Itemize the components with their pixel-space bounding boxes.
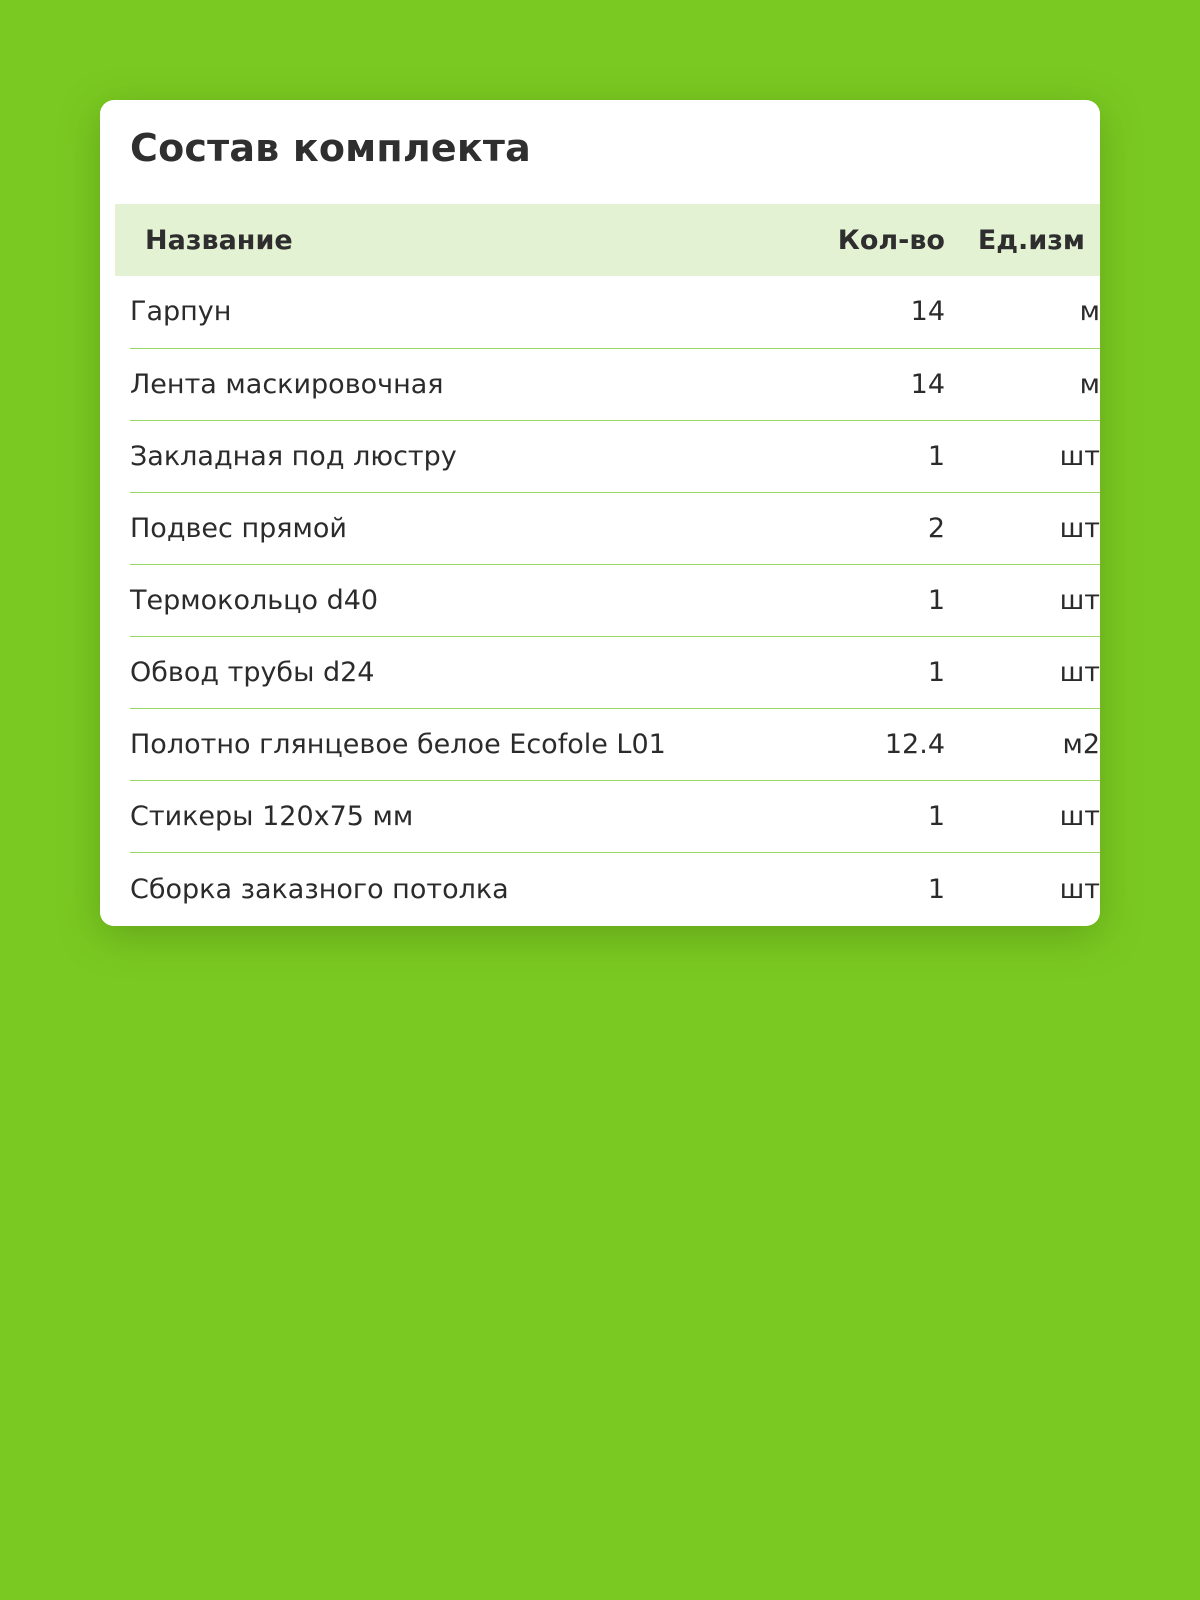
item-unit: м2 (945, 708, 1100, 780)
item-name: Стикеры 120x75 мм (115, 780, 745, 852)
table-row (115, 780, 1100, 852)
table-row (115, 348, 1100, 420)
item-qty: 1 (745, 564, 945, 636)
item-qty: 12.4 (745, 708, 945, 780)
item-qty: 14 (745, 348, 945, 420)
item-unit: шт (945, 492, 1100, 564)
item-unit: шт (945, 780, 1100, 852)
table-row (115, 636, 1100, 708)
item-qty: 1 (745, 636, 945, 708)
item-name: Закладная под люстру (115, 420, 745, 492)
table-row (115, 276, 1100, 348)
kit-contents-table (100, 204, 1100, 926)
table-header (115, 204, 1100, 276)
item-qty: 2 (745, 492, 945, 564)
item-name: Лента маскировочная (115, 348, 745, 420)
item-unit: шт (945, 852, 1100, 926)
card-title: Состав комплекта (130, 126, 531, 170)
table-row (115, 852, 1100, 926)
item-name: Обвод трубы d24 (115, 636, 745, 708)
item-name: Термокольцо d40 (115, 564, 745, 636)
table-row (115, 492, 1100, 564)
item-qty: 1 (745, 420, 945, 492)
item-qty: 1 (745, 780, 945, 852)
table-header-row (115, 204, 1100, 276)
table-row (115, 564, 1100, 636)
column-header-qty: Кол-во (837, 224, 945, 256)
item-unit: м (945, 348, 1100, 420)
column-header-unit: Ед.изм (977, 224, 1085, 256)
table-row (115, 420, 1100, 492)
item-name: Гарпун (115, 276, 745, 348)
item-qty: 1 (927, 873, 945, 905)
table-body (115, 276, 1100, 926)
item-unit: шт (945, 564, 1100, 636)
column-header-name: Название (145, 224, 293, 256)
item-unit: м (945, 276, 1100, 348)
item-name: Полотно глянцевое белое Ecofole L01 (115, 708, 745, 780)
item-unit: шт (945, 636, 1100, 708)
item-qty: 14 (745, 276, 945, 348)
item-name: Подвес прямой (115, 492, 745, 564)
table-row (115, 708, 1100, 780)
kit-contents-card (100, 100, 1100, 926)
item-name: Сборка заказного потолка (115, 852, 745, 926)
item-unit: шт (945, 420, 1100, 492)
